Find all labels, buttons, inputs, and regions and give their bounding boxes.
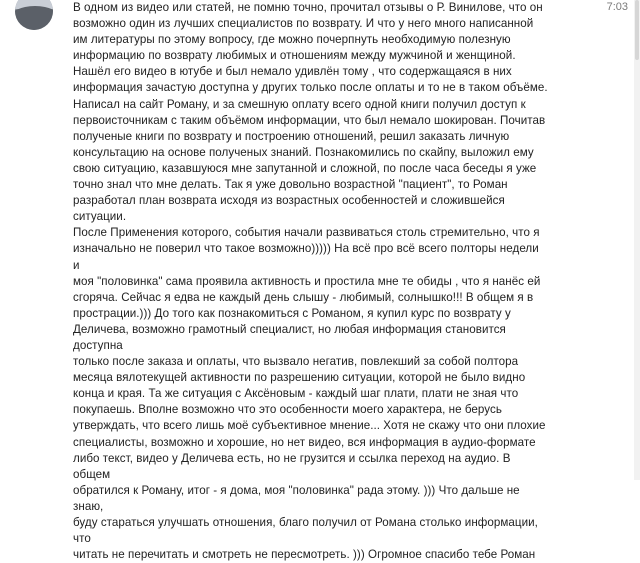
avatar-hill [15, 6, 53, 30]
avatar[interactable] [15, 0, 53, 30]
scrollbar-thumb[interactable] [635, 0, 639, 60]
message-text: В одном из видео или статей, не помню точно, прочитал отзывы о Р. Винилове, что он возможно один из лучших специалистов по возврату. И что у него много написанной им литературы по этому вопросу, где можно почерпнуть необходимую полезную информацию по возврату любимых и отношениям между мужчиной и женщиной. Нашёл его видео в ютубе и был немало удивлён тому , что содержащаяся в них информация зачастую доступна у других только после оплаты и то не в таком объёме. Написал на сайт Роману, и за смешную оплату всего одной книги получил доступ к первоисточникам с таким объёмом информации, что был немало шокирован. Почитав полученые книги по возврату и построению отношений, решил заказать личную консультацию на основе полученых знаний. Познакомились по скайпу, выложил ему свою ситуацию, казавшуюся мне запутанной и сложной, по после часа беседы я уже точно знал что мне делать. Так я уже довольно возрастной "пациент", то Роман разработал план возврата исходя из возрастных особенностей и сложившейся ситуации. После Применения которого, события начали развиваться столь стремительно, что я изначально не поверил что такое возможно))))) На всё про всё всего полторы недели и моя "половинка" сама проявила активность и простила мне те обиды , что я нанёс ей сгоряча. Сейчас я едва не каждый день слышу - любимый, солнышко!!! В общем я в прострации.))) До того как познакомиться с Романом, я купил курс по возврату у Деличева, возможно грамотный специалист, но любая информация становится доступна только после заказа и оплаты, что вызвало негатив, повлекший за собой полтора месяца вялотекущей активности по разрешению ситуации, которой не было видно конца и края. Та же ситуация с Аксёновым - каждый шаг плати, плати не зная что покупаешь. Вполне возможно что это особенности моего характера, не берусь утверждать, что всего лишь моё субъективное мнение... Хотя не скажу что они плохие специалисты, возможно и хорошие, но нет видео, вся информация в аудио-формате либо текст, видео у Деличева есть, но не грузится и ссылка переход на аудио. В общем обратился к Роману, итог - я дома, моя "половинка" рада этому. ))) Что дальше не знаю, буду стараться улучшать отношения, благо получил от Романа столько информации, что читать не перечитать и смотреть не пересмотреть. ))) Огромное спасибо тебе Роман [73, 1, 548, 562]
scrollbar[interactable] [634, 0, 640, 480]
message-timestamp: 7:03 [606, 1, 628, 13]
